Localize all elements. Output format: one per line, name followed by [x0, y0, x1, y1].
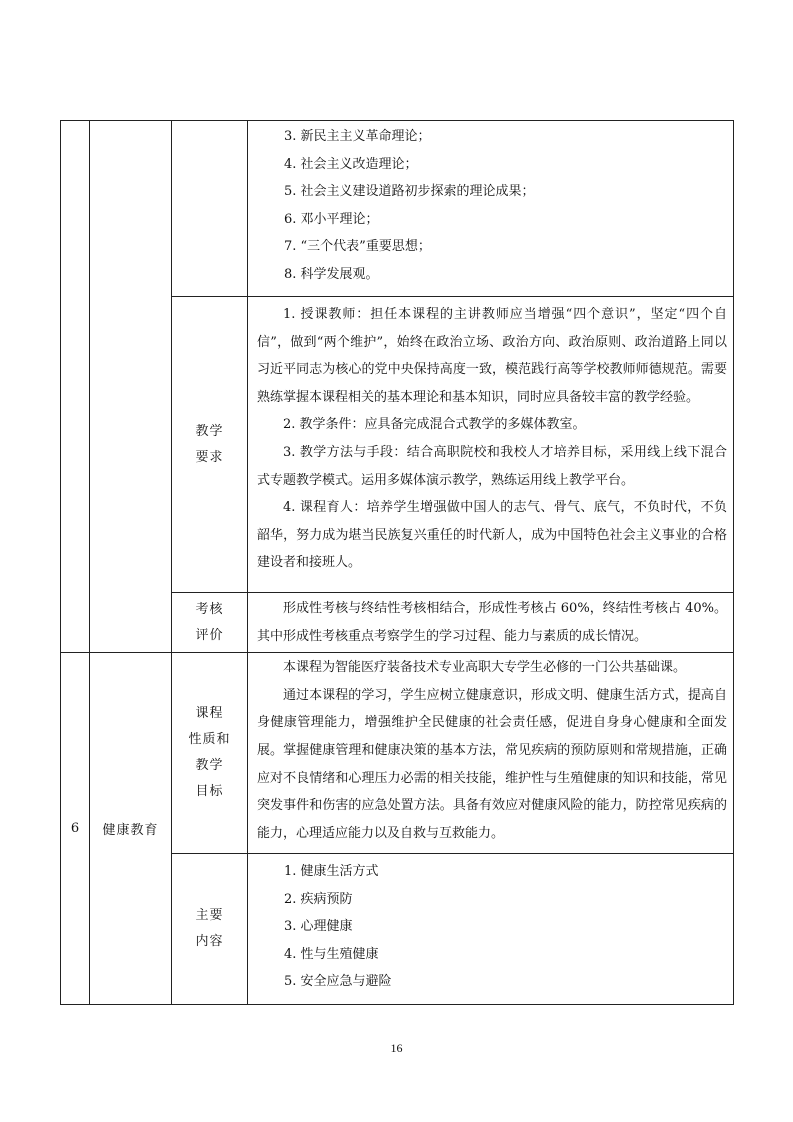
- evaluation-content-cell: [248, 593, 734, 653]
- paragraph: 4. 课程育人：培养学生增强做中国人的志气、骨气、底气，不负时代，不负韶华，努力成为堪当民族复兴重任的时代新人，成为中国特色社会主义事业的合格建设者和接班人。: [257, 500, 727, 571]
- row-label: 课程 性质和 教学 目标: [188, 706, 231, 800]
- paragraph: 本课程为智能医疗装备技术专业高职大专学生必修的一门公共基础课。: [283, 660, 687, 676]
- list-item: 8. 科学发展观。: [284, 266, 379, 282]
- paragraph: 通过本课程的学习，学生应树立健康意识，形成文明、健康生活方式，提高自身健康管理能力，增强维护全民健康的社会责任感，促进自身身心健康和全面发展。掌握健康管理和健康决策的基本方法，常见疾病的预防原则和常规措施，正确应对不良情绪和心理压力必需的相关技能，维护性与生殖健康的知识和技能，常见突发事件和伤害的应急处置方法。具备有效应对健康风险的能力，防控常见疾病的能力，心理适应能力以及自救与互救能力。: [257, 687, 727, 841]
- course-number-cell: 6: [61, 653, 90, 1005]
- course-name-cell: 健康教育: [90, 653, 172, 1005]
- curriculum-table: [60, 120, 734, 1005]
- row-label: 考核 评价: [195, 601, 224, 643]
- paragraph: 1. 授课教师：担任本课程的主讲教师应当增强“四个意识”，坚定“四个自信”，做到“两个维护”，始终在政治立场、政治方向、政治原则、政治道路上同以习近平同志为核心的党中央保持高度一致，模范践行高等学校教师师德规范。需要熟练掌握本课程相关的基本理论和基本知识，同时应具备较丰富的教学经验。: [257, 307, 727, 405]
- list-item: 2. 疾病预防: [284, 891, 353, 907]
- list-item: 4. 性与生殖健康: [284, 946, 379, 962]
- main-content-cell: [248, 121, 734, 297]
- list-item: 7. “三个代表”重要思想；: [284, 239, 431, 254]
- row-label-cell: [172, 854, 248, 1005]
- table-row: [61, 653, 734, 854]
- list-item: 3. 心理健康: [284, 919, 353, 935]
- list-item: 5. 社会主义建设道路初步探索的理论成果；: [284, 184, 535, 199]
- page-number: 16: [390, 1041, 403, 1055]
- list-item: 6. 邓小平理论；: [284, 211, 379, 227]
- list-item: 1. 健康生活方式: [284, 864, 379, 880]
- content-list: [248, 854, 733, 1004]
- paragraph: 2. 教学条件：应具备完成混合式教学的多媒体教室。: [283, 417, 586, 433]
- paragraph: 形成性考核与终结性考核相结合，形成性考核占 60%，终结性考核占 40%。其中形成性考核重点考察学生的学习过程、能力与素质的成长情况。: [257, 601, 727, 644]
- main-content-cell: [248, 854, 734, 1005]
- content-list: [248, 121, 733, 296]
- course-number-cell: [61, 121, 90, 653]
- list-item: 4. 社会主义改造理论；: [284, 156, 418, 172]
- list-item: 3. 新民主主义革命理论；: [284, 129, 431, 144]
- goal-content-cell: [248, 653, 734, 854]
- requirements-content-cell: [248, 297, 734, 593]
- course-name-cell: [90, 121, 172, 653]
- row-label-cell: [172, 297, 248, 593]
- row-label-cell: [172, 121, 248, 297]
- row-label-cell: [172, 593, 248, 653]
- list-item: 5. 安全应急与避险: [284, 974, 392, 990]
- row-label: 主要 内容: [195, 908, 224, 950]
- table-row: [61, 121, 734, 297]
- row-label-cell: [172, 653, 248, 854]
- paragraph: 3. 教学方法与手段：结合高职院校和我校人才培养目标，采用线上线下混合式专题教学模式。运用多媒体演示教学，熟练运用线上教学平台。: [257, 444, 727, 488]
- row-label: 教学 要求: [195, 423, 224, 465]
